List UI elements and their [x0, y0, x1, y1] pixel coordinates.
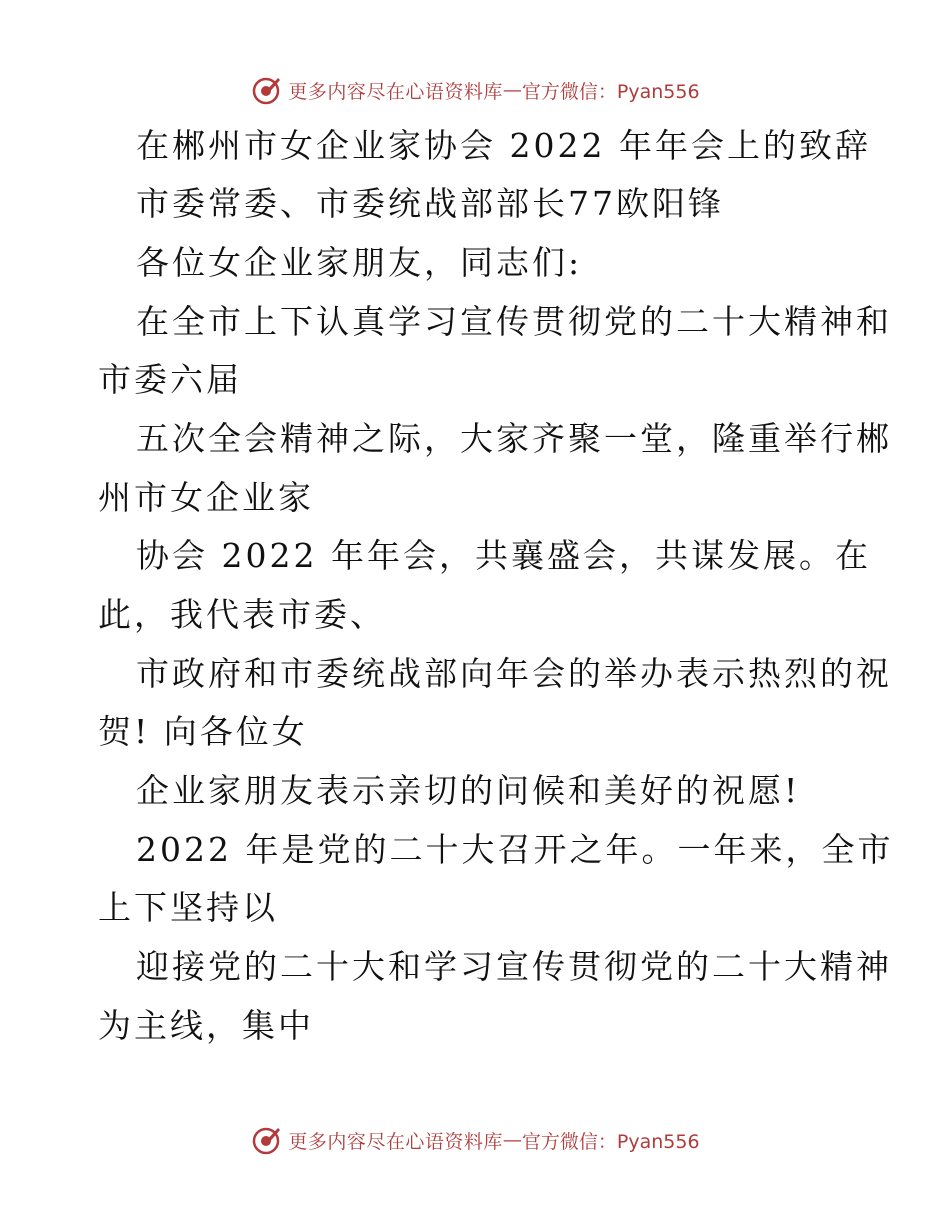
doc-line: 市政府和市委统战部向年会的举办表示热烈的祝 [136, 654, 892, 693]
doc-line: 在全市上下认真学习宣传贯彻党的二十大精神和 [136, 302, 892, 341]
doc-salutation: 各位女企业家朋友，同志们: [136, 243, 583, 282]
doc-line: 为主线，集中 [98, 1006, 314, 1045]
header-banner [0, 72, 950, 108]
banner-contact: 官方微信：Pyan556 [521, 80, 700, 103]
doc-line: 市委六届 [98, 360, 242, 399]
doc-line: 协会 2022 年年会，共襄盛会，共谋发展。在 [136, 536, 871, 575]
doc-title: 在郴州市女企业家协会 2022 年年会上的致辞 [136, 126, 871, 165]
doc-line: 2022 年是党的二十大召开之年。一年来，全市 [136, 830, 894, 869]
doc-line: 五次全会精神之际，大家齐聚一堂，隆重举行郴 [136, 419, 892, 458]
banner-separator: — [502, 79, 522, 101]
doc-line: 迎接党的二十大和学习宣传贯彻党的二十大精神 [136, 947, 892, 986]
doc-author: 市委常委、市委统战部部长77欧阳锋 [136, 184, 724, 223]
banner-title: 更多内容尽在心语资料库 [288, 80, 503, 103]
banner-contact: 官方微信：Pyan556 [521, 1130, 700, 1153]
doc-line: 企业家朋友表示亲切的问候和美好的祝愿! [136, 771, 801, 810]
doc-line: 贺! 向各位女 [98, 712, 308, 751]
footer-banner [0, 1122, 950, 1158]
doc-line: 上下坚持以 [98, 888, 278, 927]
quill-logo-icon [250, 1124, 282, 1156]
doc-line: 州市女企业家 [98, 478, 314, 517]
doc-line: 此，我代表市委、 [98, 595, 386, 634]
banner-title: 更多内容尽在心语资料库 [288, 1130, 503, 1153]
quill-logo-icon [250, 74, 282, 106]
banner-separator: — [502, 1129, 522, 1151]
